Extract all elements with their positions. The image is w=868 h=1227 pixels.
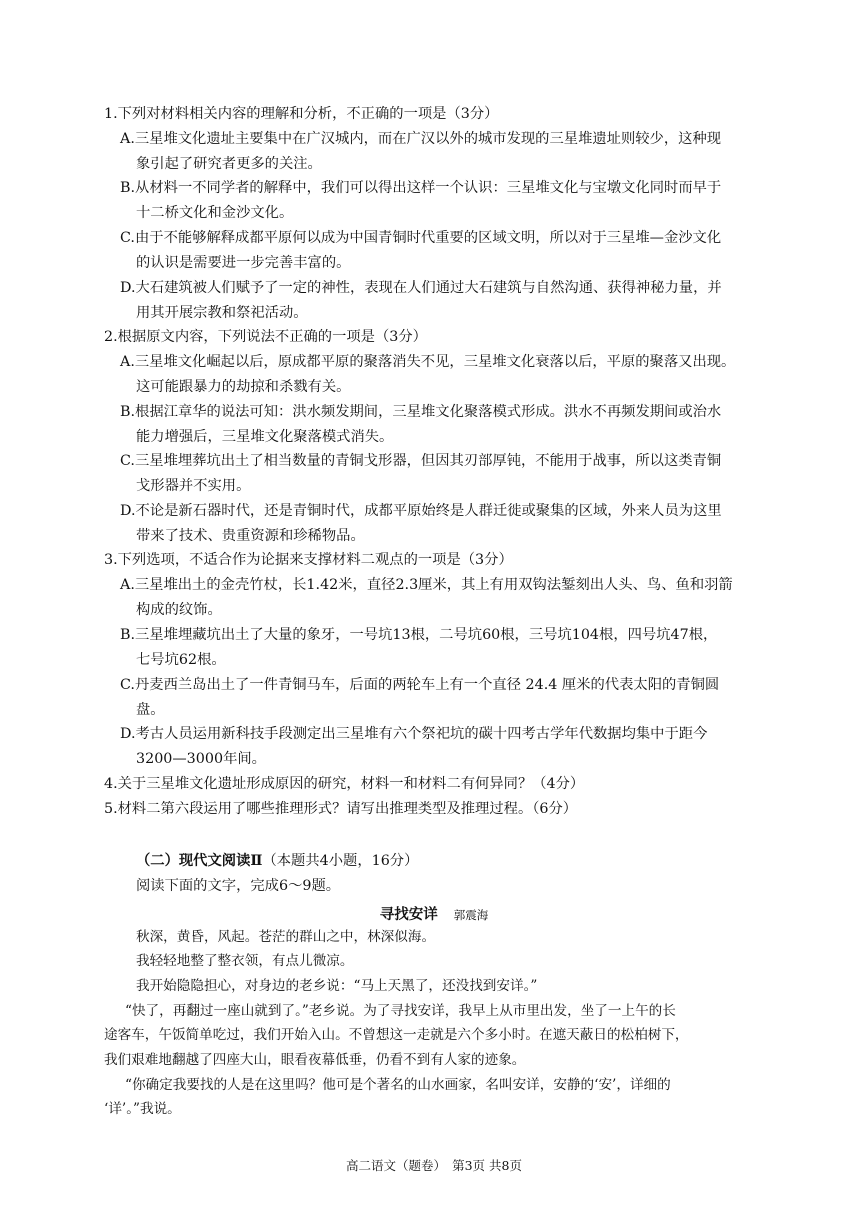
q1-option-c-line2: 的认识是需要进一步完善丰富的。	[136, 255, 351, 271]
section-note: （本题共4小题，16分）	[262, 853, 419, 869]
footer-page-number: 第3页 共8页	[452, 1158, 522, 1173]
q3-option-a-line2: 构成的纹饰。	[136, 602, 222, 618]
question-5-stem: 5.材料二第六段运用了哪些推理形式？请写出推理类型及推理过程。（6分）	[104, 801, 578, 817]
q3-option-c-line2: 盘。	[136, 702, 165, 718]
story-paragraph-4-line1: “快了，再翻过一座山就到了。”老乡说。为了寻找安详，我早上从市里出发，坐了一上午的长	[125, 1003, 676, 1019]
q2-option-d-line1: D.不论是新石器时代，还是青铜时代，成都平原始终是人群迁徙或聚集的区域，外来人员为这里	[120, 503, 722, 519]
q2-option-a-line1: A.三星堆文化崛起以后，原成都平原的聚落消失不见，三星堆文化衰落以后，平原的聚落又出现。	[120, 354, 736, 370]
question-4-stem: 4.关于三星堆文化遗址形成原因的研究，材料一和材料二有何异同？（4分）	[104, 776, 585, 792]
q1-option-b-line1: B.从材料一不同学者的解释中，我们可以得出这样一个认识：三星堆文化与宝墩文化同时而早于	[120, 180, 722, 196]
story-paragraph-4-line2: 途客车，午饭简单吃过，我们开始入山。不曾想这一走就是六个多小时。在遮天蔽日的松柏树下，	[104, 1027, 689, 1043]
q3-option-a-line1: A.三星堆出土的金壳竹杖，长1.42米，直径2.3厘米，其上有用双钩法錾刻出人头、鸟、鱼和羽箭	[120, 577, 733, 593]
q1-option-a-line1: A.三星堆文化遗址主要集中在广汉城内，而在广汉以外的城市发现的三星堆遗址则较少，这种现	[120, 131, 722, 147]
story-paragraph-4-line3: 我们艰难地翻越了四座大山，眼看夜幕低垂，仍看不到有人家的迹象。	[104, 1052, 526, 1068]
q3-option-b-line1: B.三星堆埋藏坑出土了大量的象牙，一号坑13根，二号坑60根，三号坑104根，四号坑47根，	[120, 627, 718, 643]
q3-option-d-line1: D.考古人员运用新科技手段测定出三星堆有六个祭祀坑的碳十四考古学年代数据均集中于距今	[120, 726, 708, 742]
question-3-stem: 3.下列选项，不适合作为论据来支撑材料二观点的一项是（3分）	[104, 552, 513, 568]
q2-option-b-line1: B.根据江章华的说法可知：洪水频发期间，三星堆文化聚落模式形成。洪水不再频发期间或治水	[120, 404, 722, 420]
q2-option-d-line2: 带来了技术、贵重资源和珍稀物品。	[136, 528, 365, 544]
q3-option-b-line2: 七号坑62根。	[136, 652, 226, 668]
question-2-stem: 2.根据原文内容，下列说法不正确的一项是（3分）	[104, 329, 427, 345]
story-author: 郭震海	[453, 908, 489, 922]
story-title-row	[0, 903, 868, 924]
footer-subject: 高二语文（题卷）	[346, 1158, 447, 1173]
q1-option-d-line1: D.大石建筑被人们赋予了一定的神性，表现在人们通过大石建筑与自然沟通、获得神秘力量，并	[120, 280, 722, 296]
q1-option-b-line2: 十二桥文化和金沙文化。	[136, 205, 294, 221]
section-instruction: 阅读下面的文字，完成6～9题。	[136, 878, 341, 894]
q1-option-d-line2: 用其开展宗教和祭祀活动。	[136, 305, 308, 321]
q3-option-c-line1: C.丹麦西兰岛出土了一件青铜马车，后面的两轮车上有一个直径 24.4 厘米的代表太阳的青铜圆	[120, 677, 720, 693]
story-title: 寻找安详	[379, 907, 438, 923]
q2-option-c-line2: 戈形器并不实用。	[136, 478, 251, 494]
q2-option-a-line2: 这可能跟暴力的劫掠和杀戮有关。	[136, 379, 351, 395]
q1-option-a-line2: 象引起了研究者更多的关注。	[136, 156, 322, 172]
q2-option-c-line1: C.三星堆埋葬坑出土了相当数量的青铜戈形器，但因其刃部厚钝，不能用于战事，所以这类青铜	[120, 453, 722, 469]
page-footer	[0, 1156, 868, 1174]
q1-option-c-line1: C.由于不能够解释成都平原何以成为中国青铜时代重要的区域文明，所以对于三星堆—金沙文化	[120, 230, 722, 246]
story-paragraph-3: 我开始隐隐担心，对身边的老乡说：“马上天黑了，还没找到安详。”	[136, 978, 538, 994]
story-paragraph-5-line1: “你确定我要找的人是在这里吗？他可是个著名的山水画家，名叫安详，安静的‘安’，详细的	[125, 1077, 671, 1093]
section-heading	[136, 852, 418, 870]
section-title: （二）现代文阅读Ⅱ	[136, 853, 263, 869]
question-1-stem: 1.下列对材料相关内容的理解和分析，不正确的一项是（3分）	[104, 106, 499, 122]
q2-option-b-line2: 能力增强后，三星堆文化聚落模式消失。	[136, 429, 394, 445]
story-paragraph-2: 我轻轻地整了整衣领，有点儿微凉。	[136, 953, 354, 969]
story-paragraph-1: 秋深，黄昏，风起。苍茫的群山之中，林深似海。	[136, 929, 436, 945]
story-paragraph-5-line2: ‘详’。”我说。	[104, 1101, 181, 1117]
q3-option-d-line2: 3200—3000年间。	[136, 751, 266, 767]
